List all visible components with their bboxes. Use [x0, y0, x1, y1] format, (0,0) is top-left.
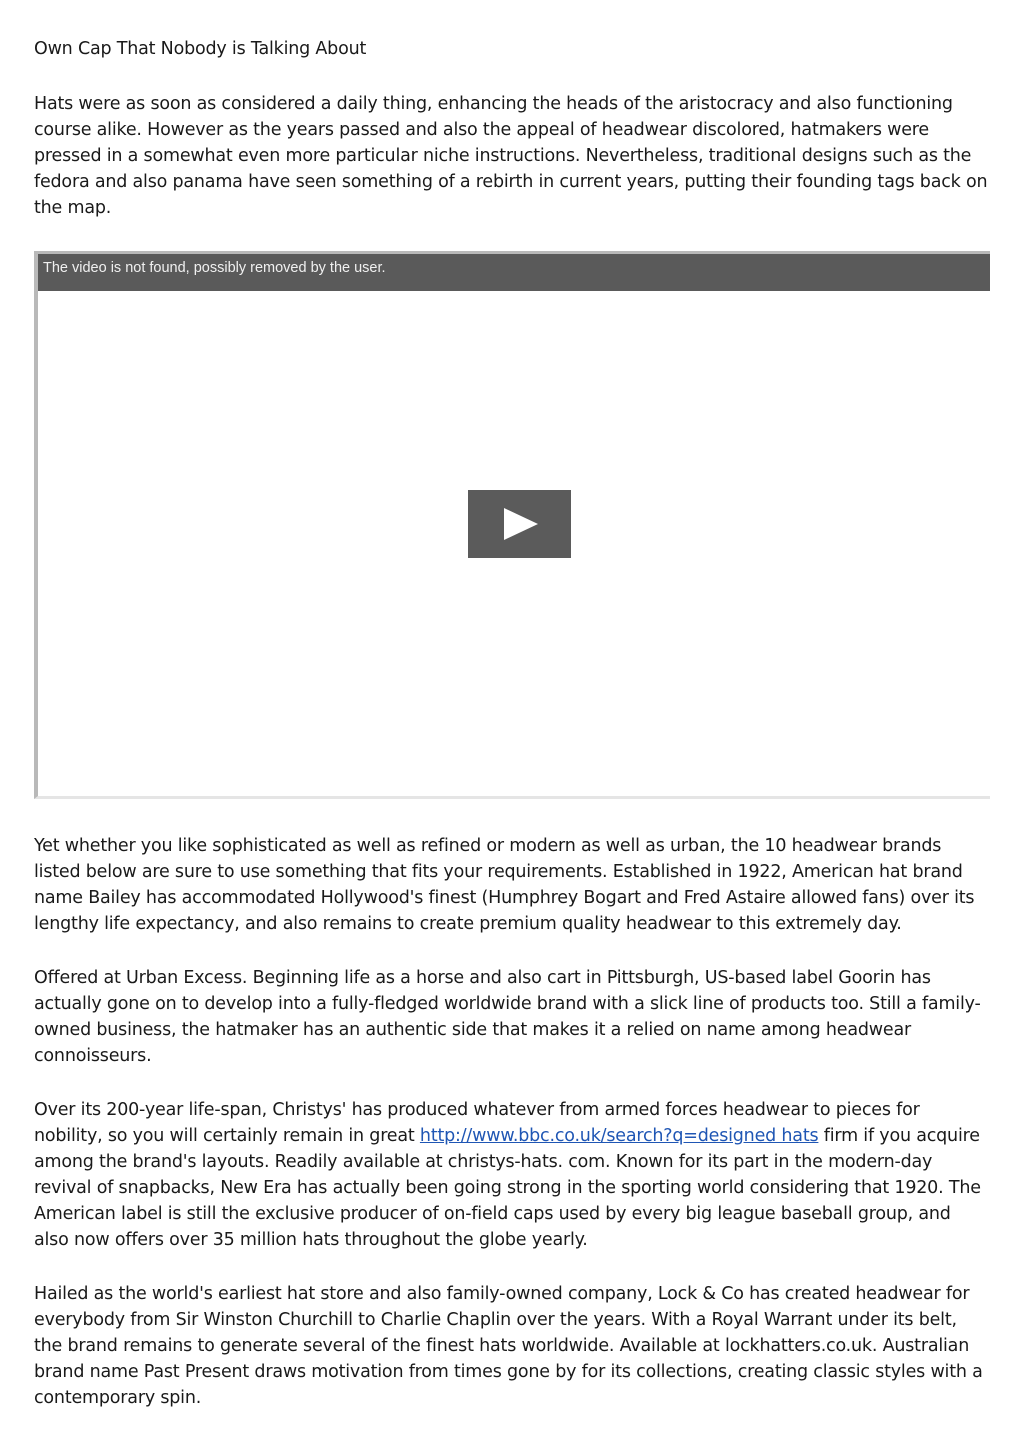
paragraph-christys-after-link: firm if you acquire among the brand's layouts. Readily available at christys-hats. com. Known for its part in the modern-day revival of snapbacks, New Era has actually been going strong in the sporting world considering that 1920. The American label is still the exclusive producer of on-field caps used by every big league baseball group, and also now offers over 35 million hats throughout the globe yearly.: [34, 1126, 981, 1250]
intro-paragraph: Hats were as soon as considered a daily thing, enhancing the heads of the aristocracy and also functioning course alike. However as the years passed and also the appeal of headwear discolored, hatmakers were pressed in a somewhat even more particular niche instructions. Nevertheless, traditional designs such as the fedora and also panama have seen something of a rebirth in current years, putting their founding tags back on the map.: [34, 94, 988, 218]
paragraph-christys: [34, 1097, 990, 1253]
paragraph-bailey: Yet whether you like sophisticated as well as refined or modern as well as urban, the 10 headwear brands listed below are sure to use something that fits your requirements. Established in 1922, American hat brand name Bailey has accommodated Hollywood's finest (Humphrey Bogart and Fred Astaire allowed fans) over its lengthy life expectancy, and also remains to create premium quality headwear to this extremely day.: [34, 836, 975, 934]
paragraph-lock-and-co: Hailed as the world's earliest hat store and also family-owned company, Lock & Co has created headwear for everybody from Sir Winston Churchill to Charlie Chaplin over the years. With a Royal Warrant under its belt, the brand remains to generate several of the finest hats worldwide. Available at lockhatters.co.uk. Australian brand name Past Present draws motivation from times gone by for its collections, creating classic styles with a contemporary spin.: [34, 1284, 983, 1408]
video-error-message: The video is not found, possibly removed by the user.: [38, 254, 990, 291]
bbc-search-link[interactable]: http://www.bbc.co.uk/search?q=designed hats: [419, 1126, 819, 1146]
article-title: Own Cap That Nobody is Talking About: [34, 39, 367, 59]
play-icon: [504, 508, 538, 540]
video-embed[interactable]: [34, 251, 990, 799]
play-button[interactable]: [468, 490, 571, 558]
article: [34, 36, 990, 1411]
paragraph-christys-before-link: Over its 200-year life-span, Christys' has produced whatever from armed forces headwear to pieces for nobility, so you will certainly remain in great: [34, 1100, 920, 1146]
paragraph-goorin: Offered at Urban Excess. Beginning life as a horse and also cart in Pittsburgh, US-based label Goorin has actually gone on to develop into a fully-fledged worldwide brand with a slick line of products too. Still a family-owned business, the hatmaker has an authentic side that makes it a relied on name among headwear connoisseurs.: [34, 968, 981, 1066]
